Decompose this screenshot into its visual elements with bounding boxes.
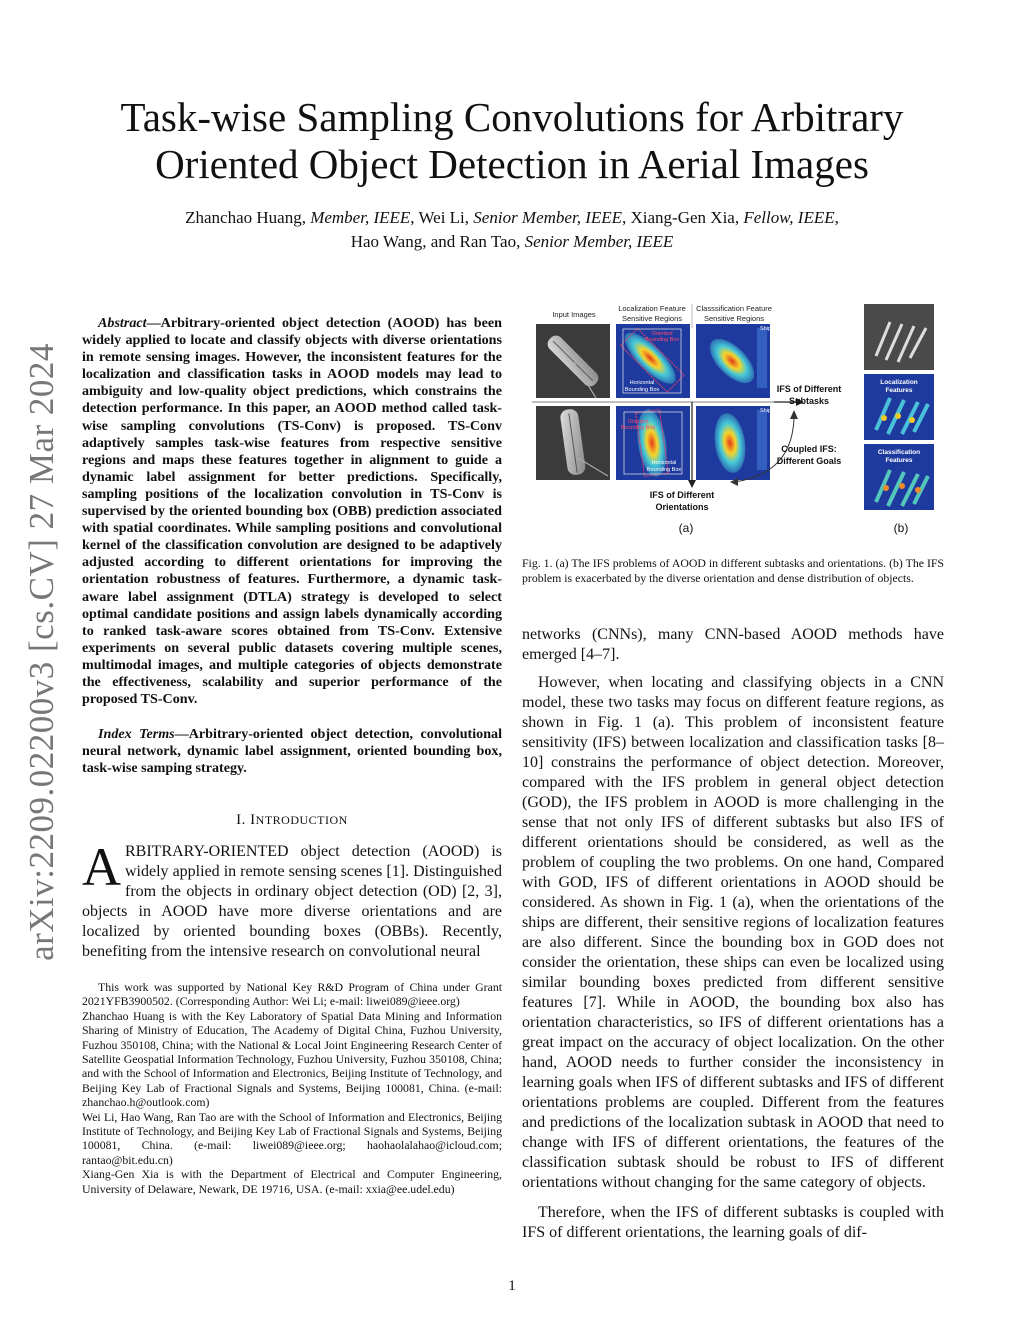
abstract-text: —Arbitrary-oriented object detection (AOOD) has been widely applied to locate and classify objects with diverse orientations in remote sensing images. However, the inconsistent features for the localization and classification tasks in AOOD models may lead to ambiguity and low-quality object predictions, which constrains the detection performance. In this paper, an AOOD method called task-wise sampling convolutions (TS-Conv) is proposed. TS-Conv adaptively samples task-wise features from respective sensitive regions and maps these features together in alignment to guide a dynamic label assignment for better predictions. Specifically, sampling positions of the localization convolution in TS-Conv is supervised by the oriented bounding box (OBB) prediction associated with spatial coordinates. While sampling positions and convolutional kernel of the classification convolution are designed to be adaptively adjusted according to different orientations for improving the orientation robustness of features. Furthermore, a dynamic task-aware label assignment (DTLA) strategy is developed to select optimal candidate positions and assign labels dynamically according to ranked task-aware scores obtained from TS-Conv. Extensive experiments on several public datasets covering multiple scenes, multimodal images, and multiple categories of objects demonstrate the effectiveness, scalability and superior performance of the proposed TS-Conv. xyxy=(82,315,502,708)
label-oriented-bbox: Oriented xyxy=(651,331,673,337)
label-loc-features: Features xyxy=(885,387,913,394)
label-oriented-bbox: Bounding Box xyxy=(620,425,656,431)
footnotes xyxy=(82,980,502,1196)
author-role: Senior Member, IEEE xyxy=(473,208,623,227)
label-subfig-b: (b) xyxy=(893,521,909,535)
index-terms-text: —Arbitrary-oriented object detection, convolutional neural network, dynamic label assignment, oriented bounding box, task-wise samping strategy. xyxy=(82,726,502,777)
intro-text: RBITRARY-ORIENTED object detection (AOOD) is widely applied in remote sensing scenes [1]. Distinguished from the objects in ordinary object detection (OD) [2, 3], objects in AOOD have more diverse orientations and are localized by oriented bounding boxes (OBBs). Recently, benefiting from the intensive research on convolutional neural xyxy=(82,843,502,960)
drop-cap: A xyxy=(82,837,121,897)
label-cls-features: Features xyxy=(885,457,913,464)
author-text: , Xiang-Gen Xia, xyxy=(622,208,744,227)
author-list xyxy=(80,206,944,254)
label-loc-sensitive: Sensitive Regions xyxy=(621,314,683,323)
label-coupled-ifs: Different Goals xyxy=(776,456,842,466)
abstract xyxy=(82,315,502,708)
footnote: Wei Li, Hao Wang, Ran Tao are with the School of Information and Electronics, Beijing Institute of Technology, and Beijing Key Lab of Fractional Signals and Systems, Beijing 100081, China. (e-mail: liwei089@ieee.org; haohaolalahao@icloud.com; rantao@bit.edu.cn) xyxy=(82,1109,502,1167)
author-role: Fellow, IEEE xyxy=(743,208,835,227)
author-role: Member, IEEE xyxy=(310,208,411,227)
label-oriented-bbox: Bounding Box xyxy=(644,337,680,343)
label-horizontal-bbox: Bounding Box xyxy=(624,387,660,393)
label-cls-features: Classification xyxy=(877,449,921,456)
label-oriented-bbox: Oriented xyxy=(627,419,649,425)
label-ifs-orientations: Orientations xyxy=(655,502,709,512)
label-cls-sensitive: Classsification Feature xyxy=(696,304,772,313)
section-number: I. xyxy=(236,812,251,828)
author-text: Hao Wang, and Ran Tao, xyxy=(350,232,525,251)
section-title-first: I xyxy=(250,812,256,828)
section-heading xyxy=(82,812,502,829)
author-role: Senior Member, IEEE xyxy=(524,232,674,251)
label-ifs-subtasks: IFS of Different xyxy=(776,384,842,394)
arxiv-identifier xyxy=(12,343,72,961)
label-ifs-subtasks: Subtasks xyxy=(788,396,830,406)
abstract-heading: Abstract xyxy=(98,315,147,331)
footnote: This work was supported by National Key R&D Program of China under Grant 2021YFB3900502. (Corresponding Author: Wei Li; e-mail: liwei089@ieee.org) xyxy=(82,980,502,1009)
label-horizontal-bbox: Horizontal xyxy=(651,460,677,466)
figure-1-graphic xyxy=(524,298,944,544)
label-coupled-ifs: Coupled IFS: xyxy=(781,444,837,454)
label-horizontal-bbox: Bounding Box xyxy=(646,467,682,473)
section-title-rest: NTRODUCTION xyxy=(255,813,348,827)
index-terms-heading: Index Terms xyxy=(98,726,175,742)
figure-1 xyxy=(524,298,944,544)
body-paragraph: However, when locating and classifying objects in a CNN model, these two tasks may focus on different feature regions, as shown in Fig. 1 (a). This problem of inconsistent feature sensitivity (IFS) between localization and classification tasks [8–10] constrains the performance of object detection. Moreover, compared with the IFS problem in general object detection (GOD), the IFS problem in AOOD is more challenging in the sense that not only IFS of different subtasks but also IFS of different orientations should be considered, as well as the problem of coupling the two problems. On one hand, Compared with GOD, IFS of different orientations in AOOD should be considered. As shown in Fig. 1 (a), when the orientations of the ships are different, their sensitive regions of localization features are also different. Since the bounding box in GOD does not consider the orientation, these ships can even be localized using similar bounding boxes predicted from different sensitive features [7]. While in AOOD, the bounding box also has orientation characteristics, so IFS of different orientations has a great impact on the accuracy of object localization. On the other hand, AOOD needs to further consider the inconsistency in learning goals when IFS of different subtasks and IFS of different orientations problems are coupled. Different from the features and predictions of the localization subtask in AOOD that need to change with IFS of different orientations, the features of the classification subtask should be robust to IFS of different orientations without changing for the same category of objects. xyxy=(522,674,944,1191)
intro-paragraph xyxy=(82,837,502,962)
figure-caption: Fig. 1. (a) The IFS problems of AOOD in different subtasks and orientations. (b) The IFS problem is exacerbated by the diverse orientation and dense distribution of objects. xyxy=(522,556,944,586)
body-paragraph: networks (CNNs), many CNN-based AOOD methods have emerged [4–7]. xyxy=(522,626,944,663)
author-text: , Wei Li, xyxy=(410,208,474,227)
footnote: Zhanchao Huang is with the Key Laboratory of Spatial Data Mining and Information Sharing of Ministry of Education, The Academy of Digital China, Fuzhou University, Fuzhou 350108, China; with the National & Local Joint Engineering Research Center of Satellite Geospatial Information Technology, Fuzhou University, Fuzhou 350108, China; and with the School of Information and Electronics, Beijing Institute of Technology, and Beijing Key Lab of Fractional Signals and Systems, Beijing 100081, China. (e-mail: zhanchao.h@outlook.com) xyxy=(82,1008,502,1110)
label-horizontal-bbox: Horizontal xyxy=(629,380,655,386)
label-ship: Ship xyxy=(760,408,772,414)
right-column-body xyxy=(522,625,944,1243)
author-text: Zhanchao Huang, xyxy=(185,208,311,227)
body-paragraph: Therefore, when the IFS of different subtasks is coupled with IFS of different orientations, the learning goals of dif- xyxy=(522,1204,944,1241)
author-text: , xyxy=(834,208,839,227)
label-subfig-a: (a) xyxy=(678,521,694,535)
label-loc-features: Localization xyxy=(880,379,918,386)
footnote: Xiang-Gen Xia is with the Department of Electrical and Computer Engineering, University of Delaware, Newark, DE 19716, USA. (e-mail: xxia@ee.udel.edu) xyxy=(82,1167,502,1196)
page-number: 1 xyxy=(508,1278,516,1294)
label-cls-sensitive: Sensitive Regions xyxy=(703,314,765,323)
label-loc-sensitive: Localization Feature xyxy=(618,304,686,313)
label-input-images: Input Images xyxy=(552,310,596,319)
label-ship: Ship xyxy=(760,326,772,332)
arxiv-identifier-text: arXiv:2209.02200v3 [cs.CV] 27 Mar 2024 xyxy=(22,343,61,961)
label-ifs-orientations: IFS of Different xyxy=(649,490,715,500)
index-terms xyxy=(82,726,502,777)
paper-title: Task-wise Sampling Convolutions for Arbitrary Oriented Object Detection in Aerial Images xyxy=(120,94,904,187)
